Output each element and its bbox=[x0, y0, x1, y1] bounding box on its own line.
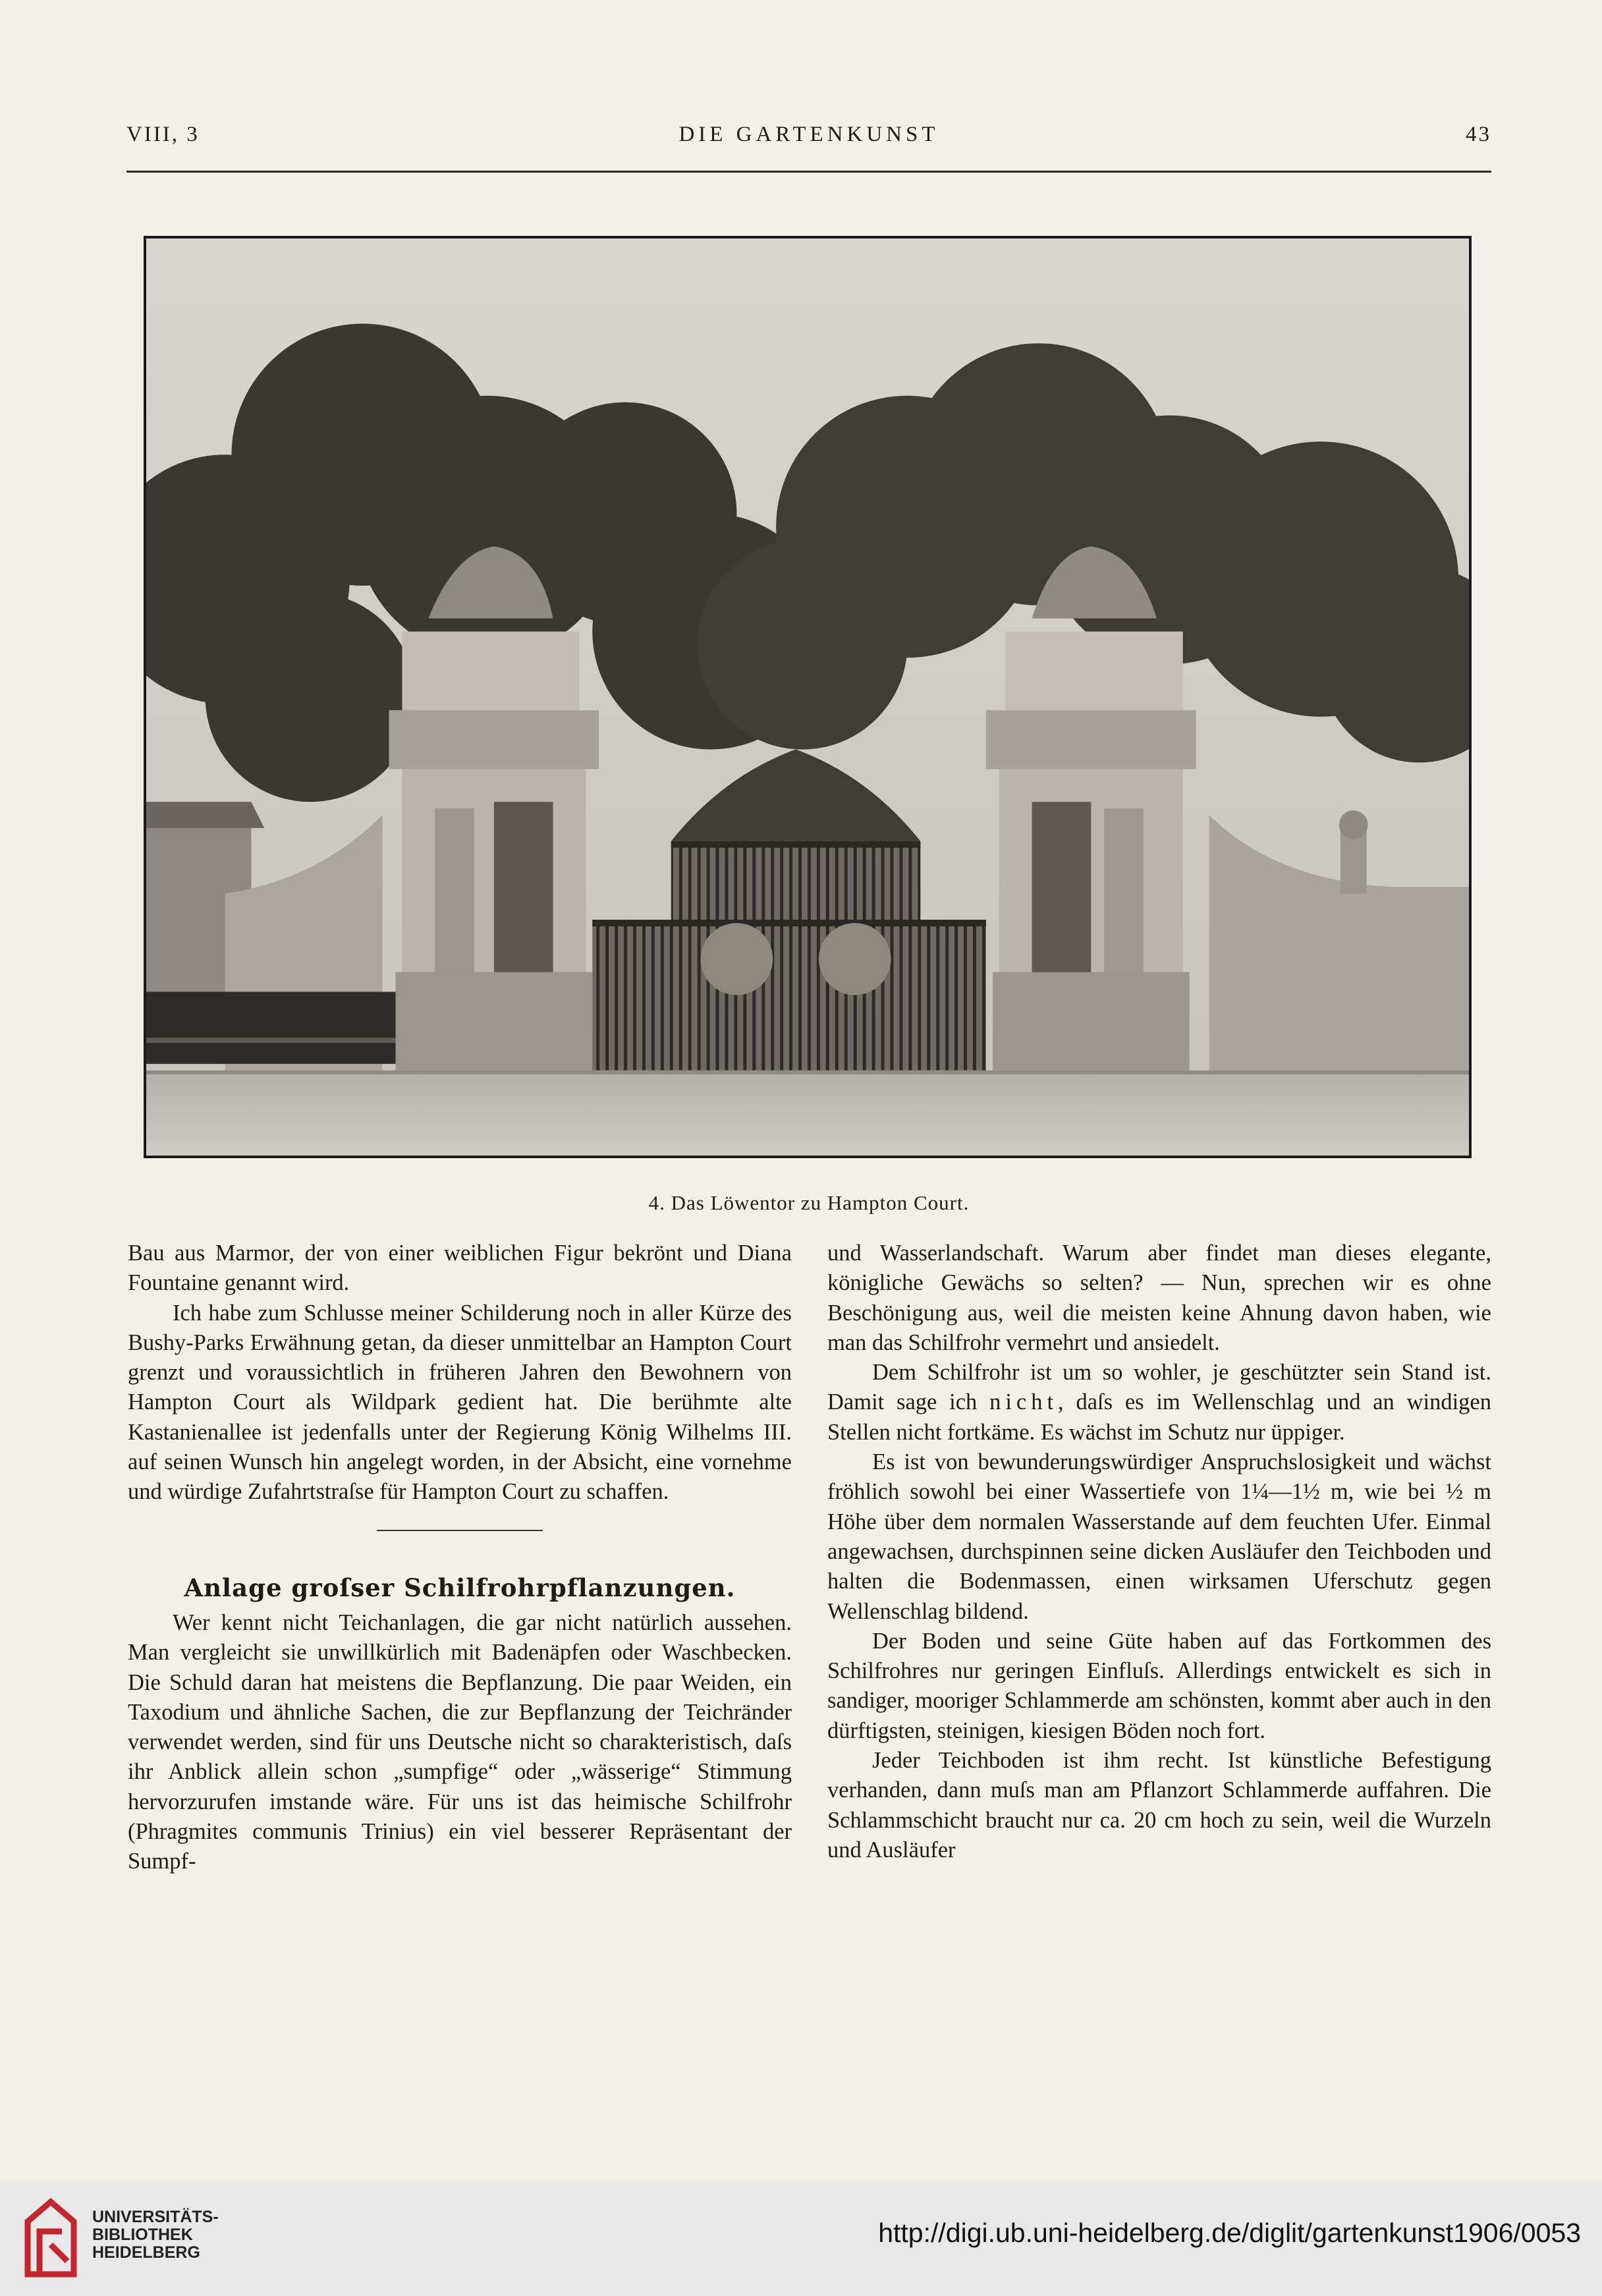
right-column bbox=[827, 1239, 1491, 1865]
paragraph: Jeder Teichboden ist ihm recht. Ist künstliche Befestigung verhanden, dann muſs man am Pflanzort Schlammerde auffahren. Die Schlammschicht braucht nur ca. 20 cm hoch zu sein, weil die Wurzeln und Ausläufer bbox=[827, 1748, 1491, 1862]
library-footer bbox=[0, 2181, 1602, 2296]
section-divider bbox=[377, 1530, 543, 1531]
journal-title: DIE GARTENKUNST bbox=[678, 123, 939, 146]
text-run: Dem Schilfrohr ist um so wohler, je geschützter sein Stand ist. Damit sage ich bbox=[827, 1360, 1491, 1415]
source-url[interactable]: http://digi.ub.uni-heidelberg.de/diglit/gartenkunst1906/0053 bbox=[878, 2218, 1581, 2248]
volume-issue: VIII, 3 bbox=[126, 123, 200, 146]
library-name-line: HEIDELBERG bbox=[92, 2243, 200, 2262]
emphasized-word: nicht bbox=[989, 1389, 1059, 1415]
library-name-line: UNIVERSITÄTS- bbox=[92, 2208, 219, 2226]
paragraph: Bau aus Marmor, der von einer weiblichen Figur bekrönt und Diana Fountaine genannt wird. bbox=[128, 1241, 792, 1296]
paragraph: Ich habe zum Schlusse meiner Schilderung noch in aller Kürze des Bushy-Parks Erwähnung getan, da dieser unmittelbar an Hampton Court grenzt und voraussichtlich in früheren Jahren den Bewohnern von Hampton Court als Wildpark gedient hat. Die berühmte alte Kastanienallee ist jedenfalls unter der Regierung König Wilhelms III. auf seinen Wunsch hin angelegt worden, in der Absicht, eine vornehme und würdige Zufahrtstraſse für Hampton Court zu schaffen. bbox=[128, 1300, 792, 1505]
photograph-lion-gate bbox=[144, 236, 1472, 1158]
page-number: 43 bbox=[1466, 123, 1491, 146]
library-logo-icon bbox=[21, 2195, 80, 2281]
text-run: , daſs es im Wellenschlag und an windigen Stellen nicht fortkäme. Es wächst im Schutz nur üppiger. bbox=[827, 1389, 1491, 1445]
library-name bbox=[92, 2208, 219, 2262]
figure-caption: 4. Das Löwentor zu Hampton Court. bbox=[648, 1191, 970, 1214]
library-name-line: BIBLIOTHEK bbox=[92, 2226, 193, 2244]
paragraph: Es ist von bewunderungswürdiger Anspruchslosigkeit und wächst fröhlich sowohl bei einer Wassertiefe von 1¼—1½ m, wie bei ½ m Höhe über dem normalen Wasserstande auf dem feuchten Ufer. Einmal angewachsen, durchspinnen seine dicken Ausläufer den Teichboden und halten die Bodenmassen, einen wirksamen Uferschutz gegen Wellenschlag bildend. bbox=[827, 1449, 1491, 1624]
paragraph bbox=[827, 1358, 1491, 1447]
paragraph: Der Boden und seine Güte haben auf das Fortkommen des Schilfrohres nur geringen Einfluſs. Allerdings entwickelt es sich in sandiger, mooriger Schlammerde am schönsten, kommt aber auch in den dürftigsten, steinigen, kiesigen Böden noch fort. bbox=[827, 1628, 1491, 1743]
paragraph: Wer kennt nicht Teichanlagen, die gar nicht natürlich aussehen. Man vergleicht sie unwillkürlich mit Badenäpfen oder Waschbecken. Die Schuld daran hat meistens die Bepflanzung. Die paar Weiden, ein Taxodium und ähnliche Sachen, die zur Bepflanzung der Teichränder verwendet werden, sind für uns Deutsche nicht so charakteristisch, daſs ihr Anblick allein schon „sumpfige“ oder „wässerige“ Stimmung hervorzurufen imstande wäre. Für uns ist das heimische Schilfrohr (Phragmites communis Trinius) ein viel besserer Repräsentant der Sumpf- bbox=[128, 1610, 792, 1874]
left-column bbox=[128, 1239, 792, 1877]
section-heading: Anlage groſser Schilfrohrpflanzungen. bbox=[184, 1573, 736, 1602]
header-rule bbox=[126, 171, 1491, 173]
paragraph: und Wasserlandschaft. Warum aber findet man dieses elegante, königliche Gewächs so selten? — Nun, sprechen wir es ohne Beschönigung aus, weil die meisten keine Ahnung davon haben, wie man das Schilfrohr vermehrt und ansiedelt. bbox=[827, 1241, 1491, 1355]
running-head bbox=[126, 123, 1491, 159]
